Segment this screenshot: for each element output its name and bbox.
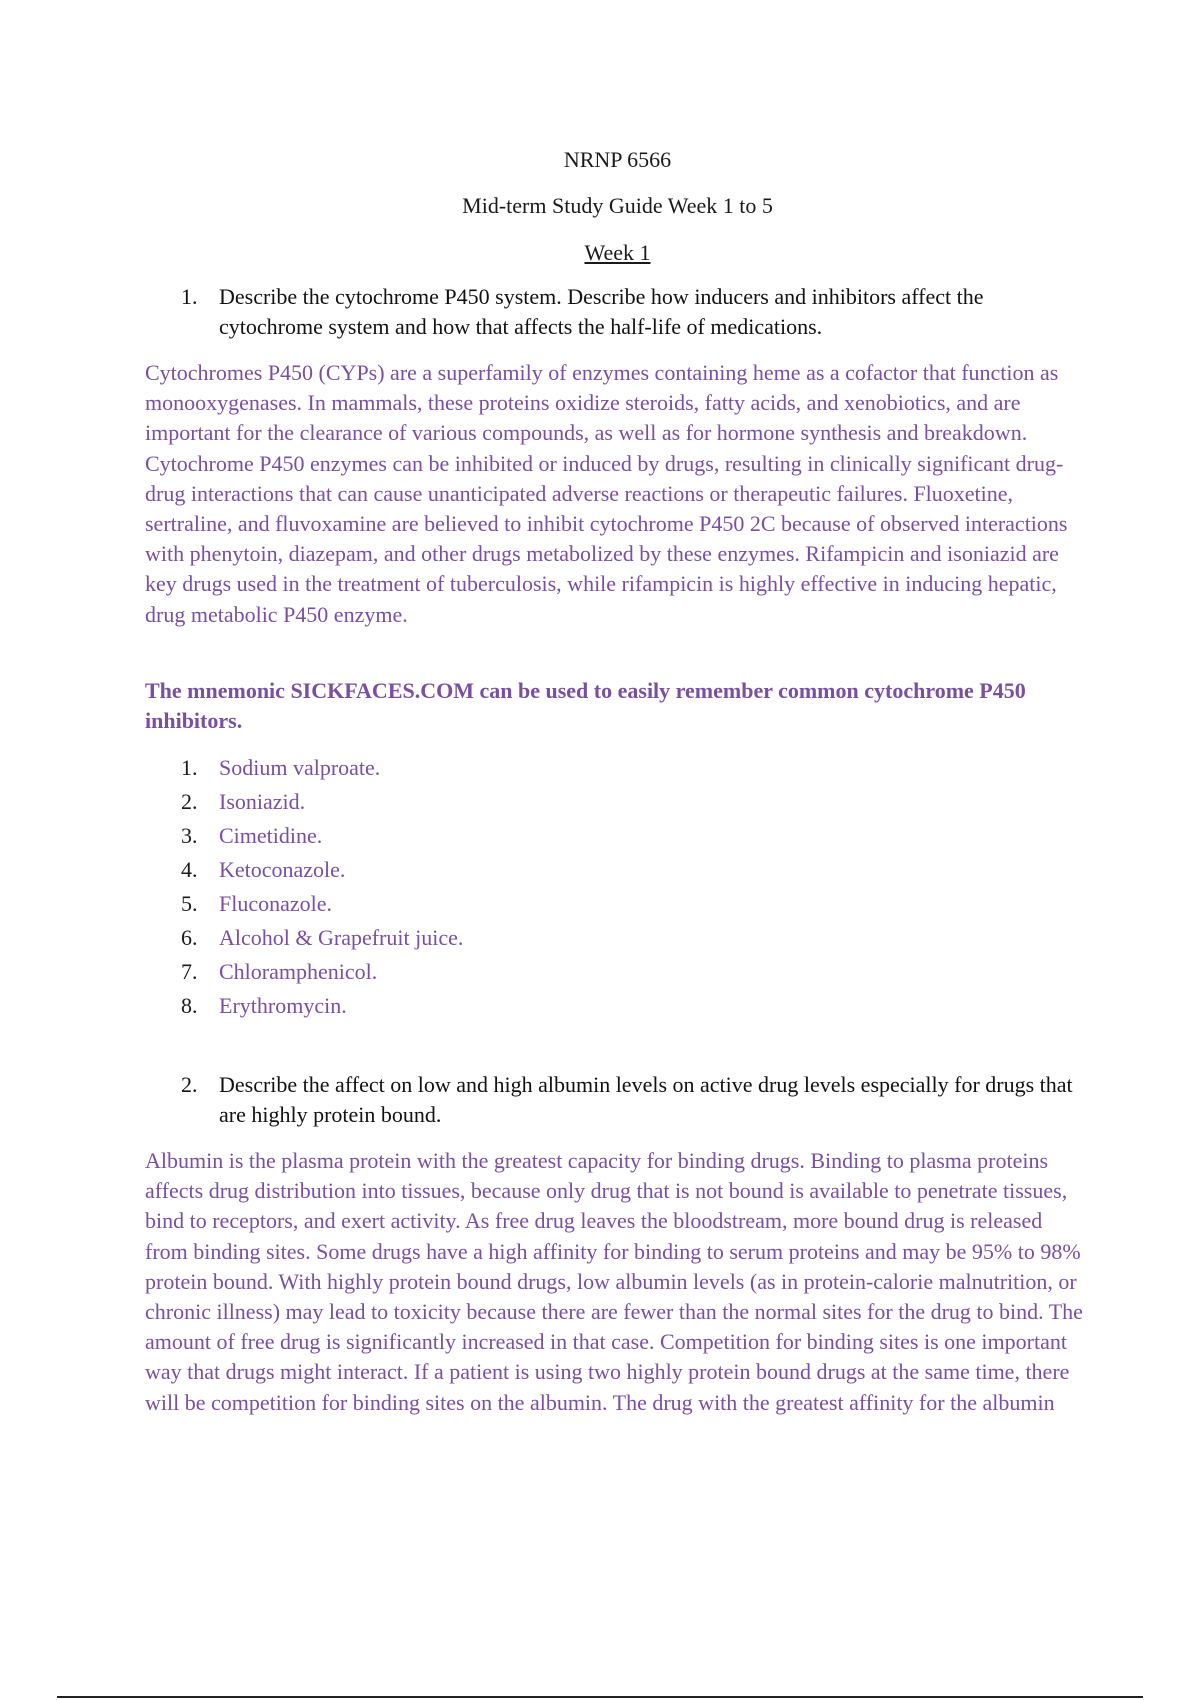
list-number: 3.	[181, 823, 198, 848]
question-2	[181, 1070, 1081, 1130]
list-item	[181, 821, 463, 855]
list-label: Chloramphenicol.	[219, 959, 378, 984]
list-number: 2.	[181, 789, 198, 814]
list-label: Sodium valproate.	[219, 755, 381, 780]
list-number: 8.	[181, 993, 198, 1018]
list-item	[181, 889, 463, 923]
list-item	[181, 787, 463, 821]
answer-2: Albumin is the plasma protein with the greatest capacity for binding drugs. Binding to plasma proteins affects drug distribution into tissues, because only drug that is not bound is available to penetrate tissues, bind to receptors, and exert activity. As free drug leaves the bloodstream, more bound drug is released from binding sites. Some drugs have a high affinity for binding to serum proteins and may be 95% to 98% protein bound. With highly protein bound drugs, low albumin levels (as in protein-calorie malnutrition, or chronic illness) may lead to toxicity because there are fewer than the normal sites for the drug to bind. The amount of free drug is significantly increased in that case. Competition for binding sites is one important way that drugs might interact. If a patient is using two highly protein bound drugs at the same time, there will be competition for binding sites on the albumin. The drug with the greatest affinity for the albumin	[145, 1148, 1083, 1415]
question-text: Describe the cytochrome P450 system. Describe how inducers and inhibitors affect the cytochrome system and how that affects the half-life of medications.	[219, 284, 984, 339]
question-number: 1.	[181, 284, 198, 309]
document-subtitle: Mid-term Study Guide Week 1 to 5	[462, 193, 773, 218]
list-item	[181, 923, 463, 957]
list-item	[181, 991, 463, 1025]
week-heading: Week 1	[584, 240, 651, 265]
list-item	[181, 855, 463, 889]
list-item	[181, 753, 463, 787]
page-bottom-rule	[57, 1696, 1143, 1698]
question-number: 2.	[181, 1072, 198, 1097]
mnemonic-heading: The mnemonic SICKFACES.COM can be used to easily remember common cytochrome P450 inhibitors.	[145, 678, 1026, 733]
answer-1: Cytochromes P450 (CYPs) are a superfamily of enzymes containing heme as a cofactor that function as monooxygenases. In mammals, these proteins oxidize steroids, fatty acids, and xenobiotics, and are important for the clearance of various compounds, as well as for hormone synthesis and breakdown. Cytochrome P450 enzymes can be inhibited or induced by drugs, resulting in clinically significant drug-drug interactions that can cause unanticipated adverse reactions or therapeutic failures. Fluoxetine, sertraline, and fluvoxamine are believed to inhibit cytochrome P450 2C because of observed interactions with phenytoin, diazepam, and other drugs metabolized by these enzymes. Rifampicin and isoniazid are key drugs used in the treatment of tuberculosis, while rifampicin is highly effective in inducing hepatic, drug metabolic P450 enzyme.	[145, 360, 1068, 627]
list-number: 1.	[181, 755, 198, 780]
question-text: Describe the affect on low and high albumin levels on active drug levels especially for drugs that are highly protein bound.	[219, 1072, 1073, 1127]
list-label: Cimetidine.	[219, 823, 323, 848]
list-label: Alcohol & Grapefruit juice.	[219, 925, 464, 950]
list-number: 4.	[181, 857, 198, 882]
course-code: NRNP 6566	[563, 147, 672, 172]
list-label: Fluconazole.	[219, 891, 333, 916]
list-label: Ketoconazole.	[219, 857, 346, 882]
inhibitor-list	[181, 753, 463, 1025]
list-number: 6.	[181, 925, 198, 950]
list-number: 5.	[181, 891, 198, 916]
question-1	[181, 282, 1081, 342]
list-label: Isoniazid.	[219, 789, 306, 814]
list-item	[181, 957, 463, 991]
list-number: 7.	[181, 959, 198, 984]
list-label: Erythromycin.	[219, 993, 347, 1018]
